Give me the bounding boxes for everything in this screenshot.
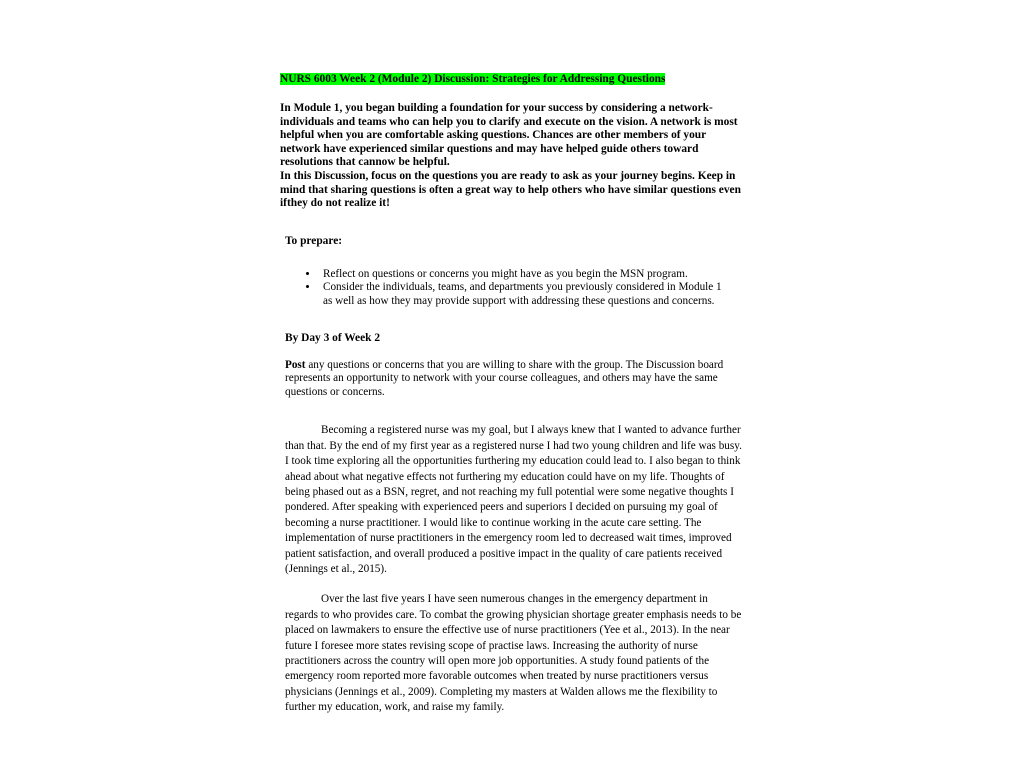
intro-paragraph-2: In this Discussion, focus on the questions you are ready to ask as your journey begins. Keep in mind that sharing questions is often a great way to help others who have similar questions even ifthey do not realize it!	[280, 169, 741, 210]
document-title	[280, 72, 745, 86]
day-heading: By Day 3 of Week 2	[285, 331, 381, 344]
intro-paragraph-1: In Module 1, you began building a foundation for your success by considering a network- individuals and teams who can help you to clarify and execute on the vision. A network is most helpful when you are comfortable asking questions. Chances are other members of your network have experienced similar questions and may have helped guide others toward resolutions that cannow be helpful.	[280, 102, 738, 169]
instructions-section	[280, 234, 745, 716]
post-instructions	[285, 359, 725, 400]
list-item: • Consider the individuals, teams, and departments you previously considered in Module 1 as well as how they may provide support with addressing these questions and concerns.	[319, 281, 729, 308]
response-paragraph-1: Becoming a registered nurse was my goal, but I always knew that I wanted to advance further than that. By the end of my first year as a registered nurse I had two young children and life was busy. I took time exploring all the opportunities furthering my education could lead to. I also began to think ahead about what negative effects not furthering my education could have on my life. Thoughts of being phased out as a BSN, regret, and not reaching my full potential were some negative thoughts I pondered. After speaking with experienced peers and superiors I decided on pursuing my goal of becoming a nurse practitioner. I would like to continue working in the acute care setting. The implementation of nurse practitioners in the emergency room led to decreased wait times, improved patient satisfaction, and overall produced a positive impact in the quality of care patients received (Jennings et al., 2015).	[285, 424, 742, 575]
prepare-heading: To prepare:	[285, 234, 343, 247]
highlighted-title-text: NURS 6003 Week 2 (Module 2) Discussion: Strategies for Addressing Questions	[280, 73, 666, 85]
document-page	[280, 72, 745, 716]
post-text: any questions or concerns that you are willing to share with the group. The Discussion board represents an opportunity to network with your course colleagues, and others may have the same questions or concerns.	[285, 358, 724, 398]
response-paragraph-2: Over the last five years I have seen numerous changes in the emergency department in regards to who provides care. To combat the growing physician shortage greater emphasis needs to be placed on lawmakers to ensure the effective use of nurse practitioners (Yee et al., 2013). In the near future I foresee more states revising scope of practise laws. Increasing the authority of nurse practitioners across the country will open more job opportunities. A study found patients of the emergency room reported more favorable outcomes when treated by nurse practitioners versus physicians (Jennings et al., 2009). Completing my masters at Walden allows me the flexibility to further my education, work, and raise my family.	[285, 593, 742, 714]
post-label: Post	[285, 358, 306, 371]
prepare-list	[285, 268, 729, 309]
list-item: • Reflect on questions or concerns you might have as you begin the MSN program.	[319, 268, 729, 282]
